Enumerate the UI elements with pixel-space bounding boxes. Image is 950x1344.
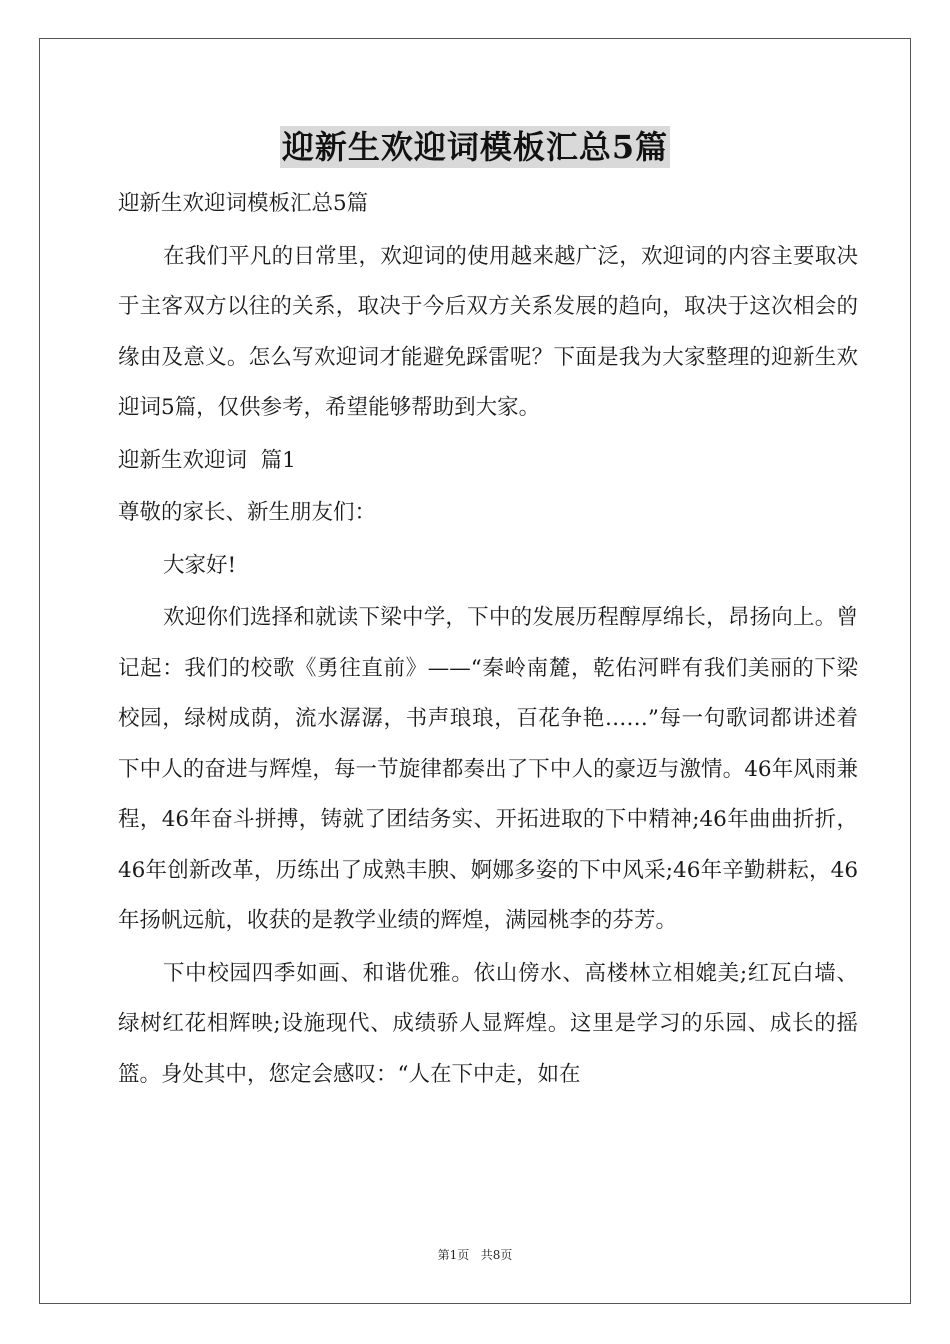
- body-paragraph-1: 欢迎你们选择和就读下梁中学，下中的发展历程醇厚绵长，昂扬向上。曾记起：我们的校歌《勇往直前》——“秦岭南麓，乾佑河畔有我们美丽的下梁校园，绿树成荫，流水潺潺，书声琅琅，百花争艳……”每一句歌词都讲述着下中人的奋进与辉煌，每一节旋律都奏出了下中人的豪迈与激情。46年风雨兼程，46年奋斗拼搏，铸就了团结务实、开拓进取的下中精神;46年曲曲折折，46年创新改革，历练出了成熟丰腴、婀娜多姿的下中风采;46年辛勤耕耘，46年扬帆远航，收获的是教学业绩的辉煌，满园桃李的芬芳。: [118, 605, 858, 933]
- page-number: 第1页: [437, 1248, 470, 1262]
- intro-paragraph: 在我们平凡的日常里，欢迎词的使用越来越广泛，欢迎词的内容主要取决于主客双方以往的关系，取决于今后双方关系发展的趋向，取决于这次相会的缘由及意义。怎么写欢迎词才能避免踩雷呢？下面是我为大家整理的迎新生欢迎词5篇，仅供参考，希望能够帮助到大家。: [118, 243, 858, 420]
- title-container: [0, 126, 950, 168]
- body-paragraph-2: 下中校园四季如画、和谐优雅。依山傍水、高楼林立相媲美;红瓦白墙、绿树红花相辉映;设施现代、成绩骄人显辉煌。这里是学习的乐园、成长的摇篮。身处其中，您定会感叹：“人在下中走，如在: [118, 960, 858, 1087]
- document-title: 迎新生欢迎词模板汇总5篇: [281, 128, 669, 166]
- page-total: 共8页: [480, 1248, 513, 1262]
- section-heading: 迎新生欢迎词 篇1: [118, 447, 296, 473]
- salutation: 尊敬的家长、新生朋友们：: [118, 500, 377, 525]
- document-body: [118, 180, 858, 1100]
- page-footer: [0, 1246, 950, 1263]
- document-subtitle: 迎新生欢迎词模板汇总5篇: [118, 191, 369, 216]
- greeting: 大家好!: [163, 552, 237, 578]
